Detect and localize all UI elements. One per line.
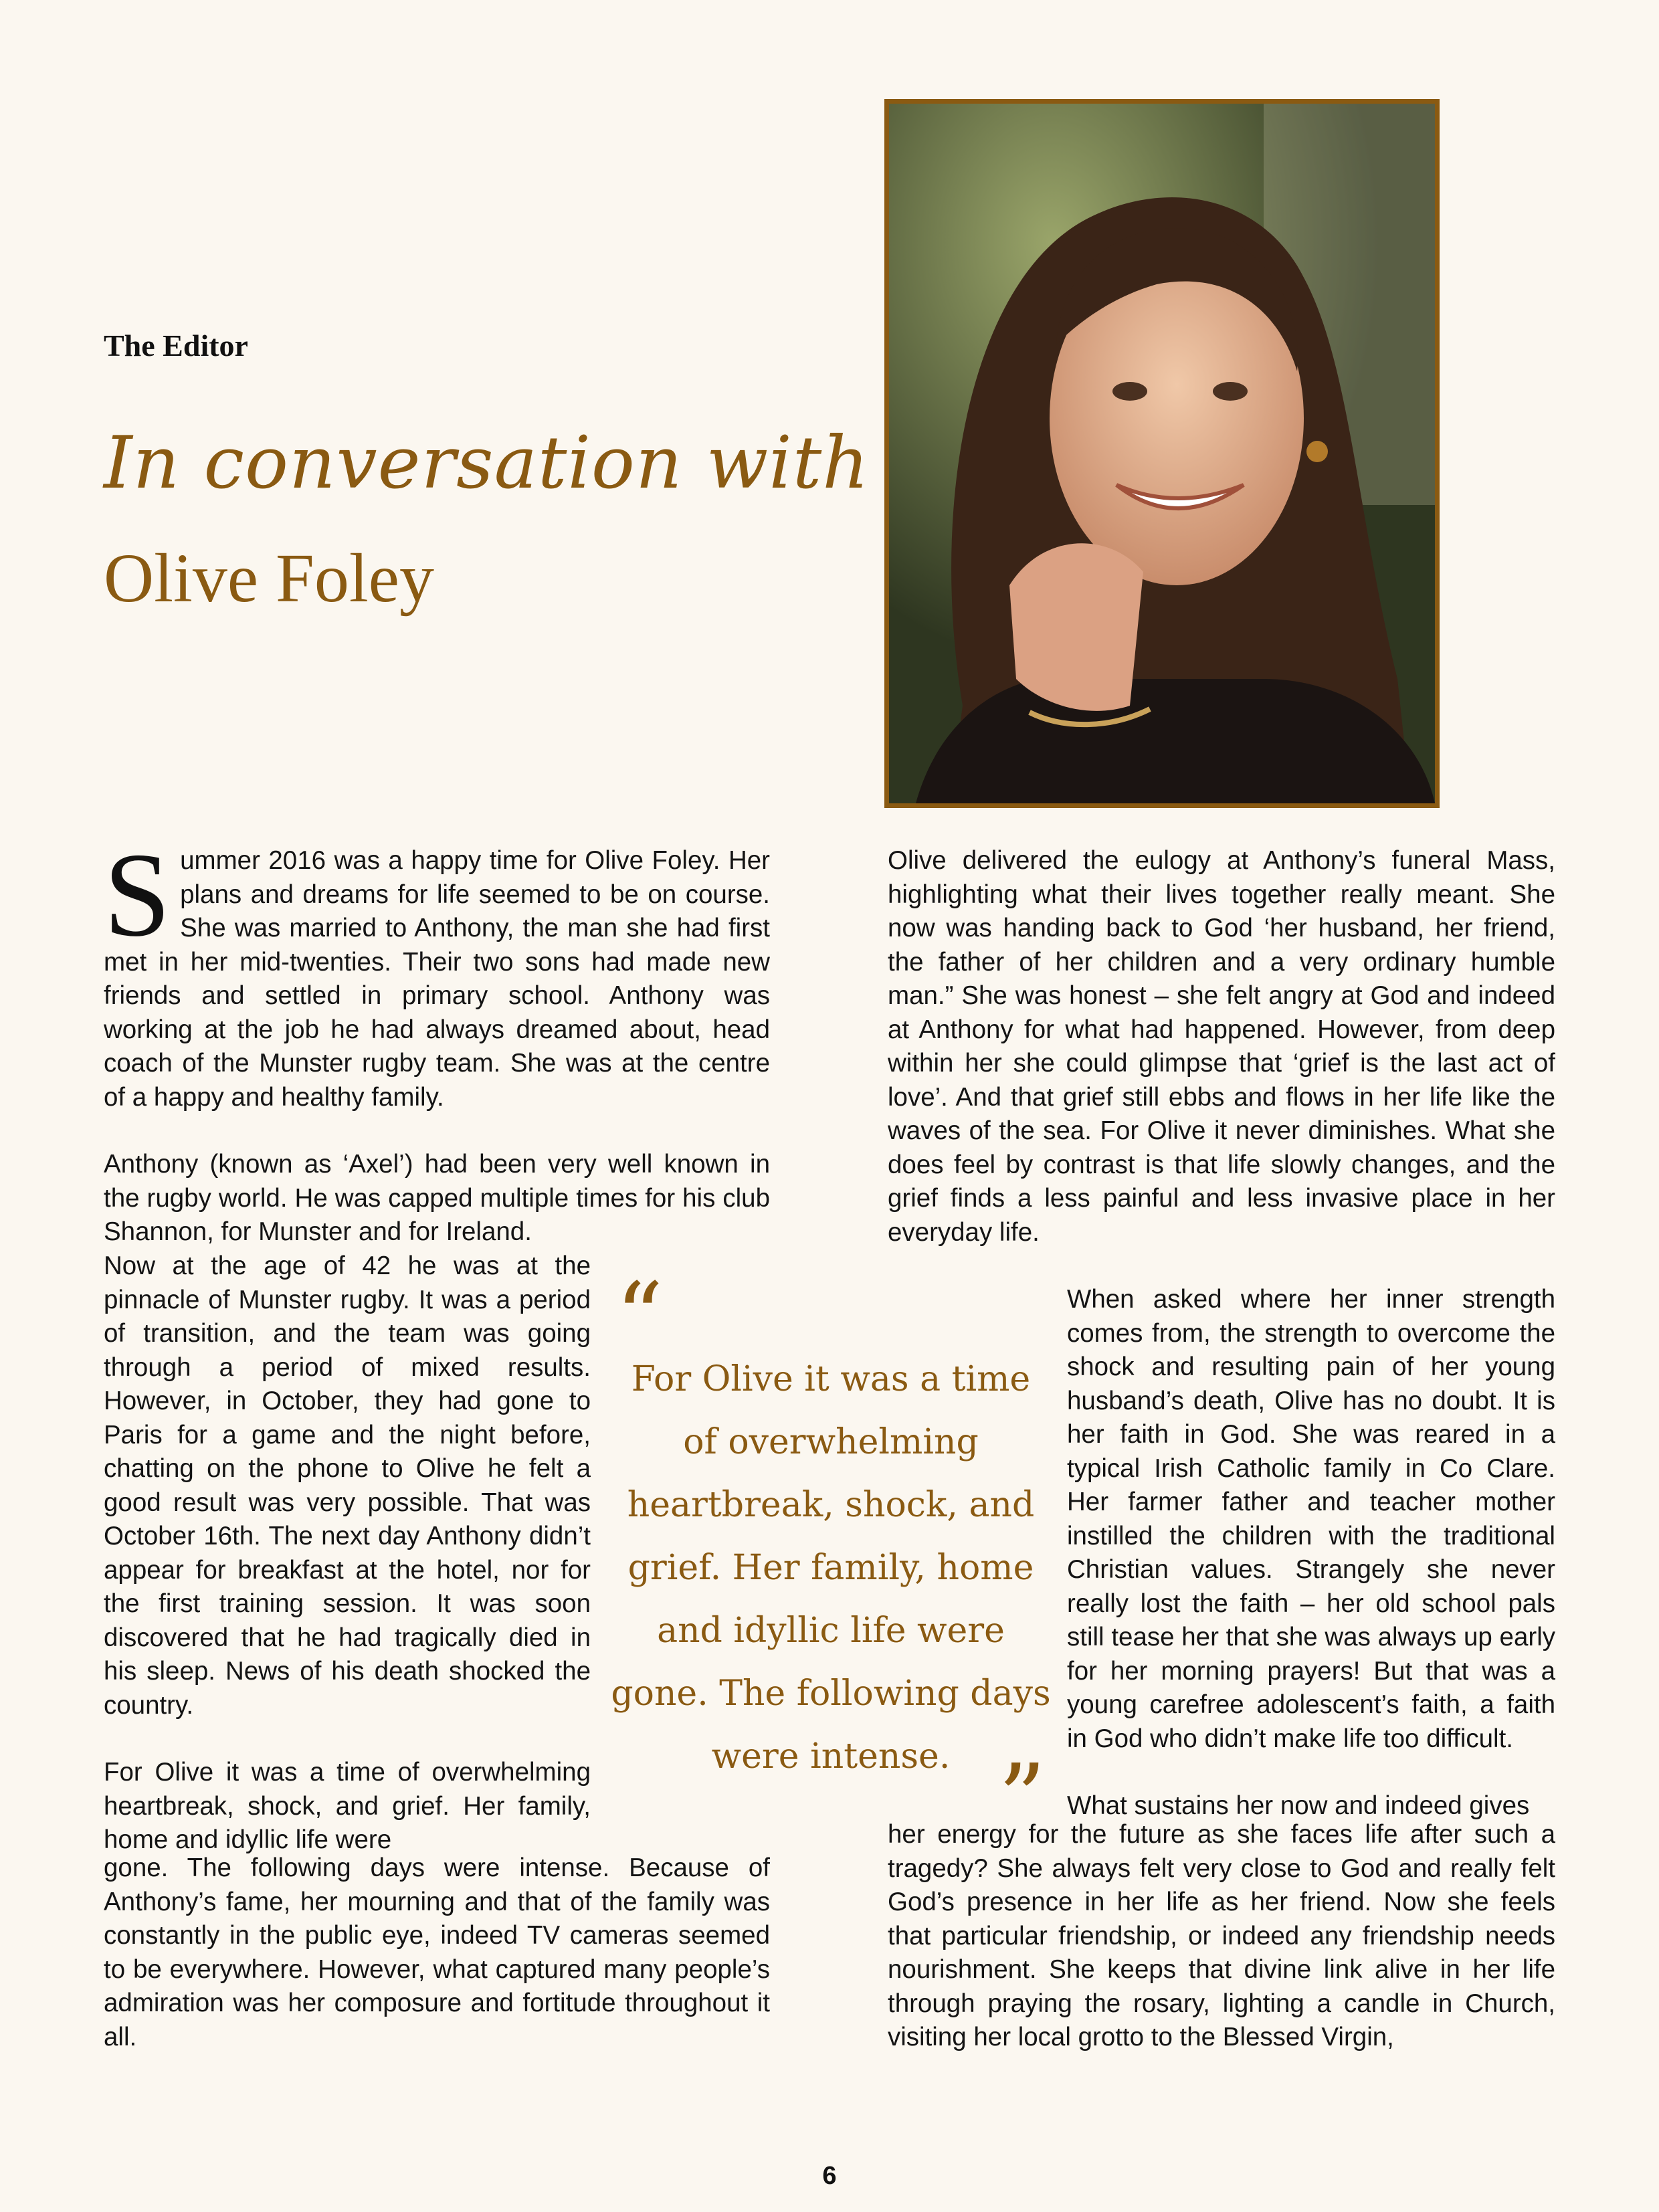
portrait-photo <box>884 99 1440 808</box>
article-paragraph: What sustains her now and indeed gives <box>1067 1791 1530 1820</box>
article-column-left-bottom <box>104 1851 770 2054</box>
article-column-left-middle <box>104 1249 591 1857</box>
section-label: The Editor <box>104 328 248 363</box>
article-paragraph: Anthony (known as ‘Axel’) had been very well known in the rugby world. He was capped multiple times for his club Shannon, for Munster and for Ireland. <box>104 1150 770 1246</box>
article-paragraph: gone. The following days were intense. Because of Anthony’s fame, her mourning and that of the family was constantly in the public eye, indeed TV cameras seemed to be everywhere. However, what captured many people’s admiration was her composure and fortitude throughout it all. <box>104 1853 770 2051</box>
article-column-right-middle <box>1067 1283 1555 1823</box>
article-column-right-bottom <box>888 1818 1555 2055</box>
article-subject-name: Olive Foley <box>104 540 434 617</box>
article-paragraph: For Olive it was a time of overwhelming heartbreak, shock, and grief. Her family, home and idyllic life were <box>104 1758 591 1854</box>
article-paragraph: her energy for the future as she faces life after such a tragedy? She always felt very close to God and really felt God’s presence in her life as her friend. Now she feels that particular friendship, or indeed any friendship needs nourishment. She keeps that divine link alive in her life through praying the rosary, lighting a candle in Church, visiting her local grotto to the Blessed Virgin, <box>888 1820 1555 2051</box>
page-number: 6 <box>822 2162 837 2190</box>
article-column-right-top <box>888 844 1555 1249</box>
article-paragraph: Now at the age of 42 he was at the pinnacle of Munster rugby. It was a period of transition, and the team was going through a period of mixed results. However, in October, they had gone to Paris for a game and the night before, chatting on the phone to Olive he felt a good result was very possible. That was October 16th. The next day Anthony didn’t appear for breakfast at the hotel, nor for the first training session. It was soon discovered that he had tragically died in his sleep. News of his death shocked the country. <box>104 1251 591 1720</box>
drop-cap: S <box>104 828 171 961</box>
article-paragraph <box>104 828 770 1114</box>
paragraph-text: ummer 2016 was a happy time for Olive Foley. Her plans and dreams for life seemed to be on course. She was married to Anthony, the man she had first met in her mid-twenties. Their two sons had made new friends and settled in primary school. Anthony was working at the job he had always dreamed about, head coach of the Munster rugby team. She was at the centre of a happy and healthy family. <box>104 846 770 1112</box>
close-quote-mark: ” <box>998 1744 1046 1853</box>
pull-quote: For Olive it was a time of overwhelming heartbreak, shock, and grief. Her family, home and idyllic life were gone. The following days were intense. <box>611 1359 1051 1777</box>
article-column-left-top <box>104 828 770 1249</box>
article-paragraph: When asked where her inner strength comes from, the strength to overcome the shock and resulting pain of her young husband’s death, Olive has no doubt. It is her faith in God. She was reared in a typical Irish Catholic family in Co Clare. Her farmer father and teacher mother instilled the children with the traditional Christian values. Strangely she never really lost the faith – her old school pals still tease her that she was always up early for her morning prayers! But that was a young carefree adolescent’s faith, a faith in God who didn’t make life too difficult. <box>1067 1285 1555 1753</box>
article-title: In conversation with <box>104 421 870 505</box>
article-paragraph: Olive delivered the eulogy at Anthony’s funeral Mass, highlighting what their lives together really meant. She now was handing back to God ‘her husband, her friend, the father of her children and a very ordinary humble man.” She was honest – she felt angry at God and indeed at Anthony for what had happened. However, from deep within her she could glimpse that ‘grief is the last act of love’. And that grief still ebbs and flows in her life like the waves of the sea. For Olive it never diminishes. What she does feel by contrast is that life slowly changes, and the grief finds a less painful and less invasive place in her everyday life. <box>888 846 1555 1247</box>
open-quote-mark: “ <box>615 1263 664 1372</box>
